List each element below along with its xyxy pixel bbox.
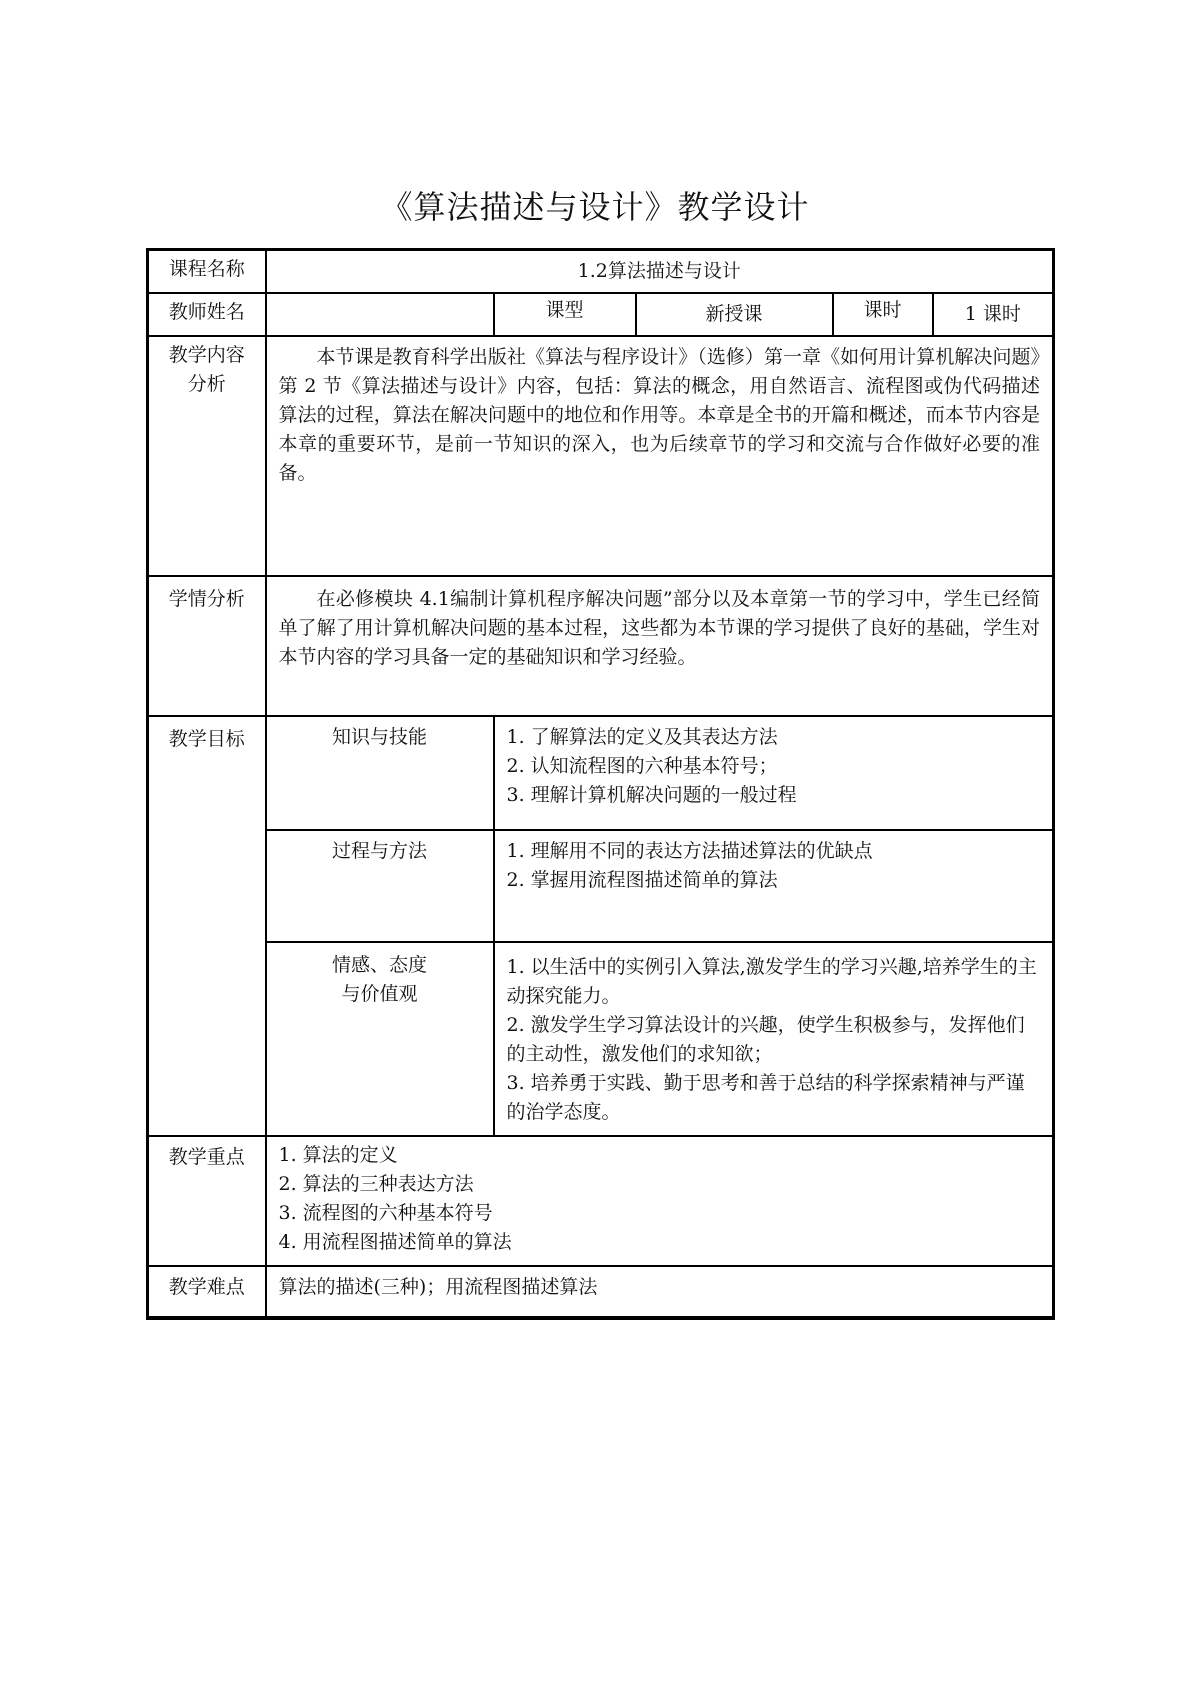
list-item: 1. 理解用不同的表达方法描述算法的优缺点 (506, 840, 873, 862)
list-item: 2. 激发学生学习算法设计的兴趣，使学生积极参与，发挥他们的主动性，激发他们的求知欲； (506, 1014, 1025, 1065)
row-key-points (148, 1136, 1054, 1266)
teacher-value (266, 293, 494, 336)
content-analysis-label (148, 336, 266, 576)
row-objective-process (148, 830, 1054, 942)
list-item: 3. 流程图的六种基本符号 (278, 1202, 493, 1224)
objective-attitude-label (266, 942, 494, 1136)
objective-knowledge-points (494, 716, 1054, 830)
key-points-list (266, 1136, 1054, 1266)
objectives-label: 教学目标 (148, 716, 266, 1136)
row-teacher (148, 293, 1054, 336)
course-name-value: 1.2算法描述与设计 (266, 250, 1054, 294)
objective-attitude-points (494, 942, 1054, 1136)
row-content-analysis (148, 336, 1054, 576)
objective-knowledge-label: 知识与技能 (266, 716, 494, 830)
lesson-type-label: 课型 (494, 293, 636, 336)
list-item: 3. 理解计算机解决问题的一般过程 (506, 784, 797, 806)
key-points-label: 教学重点 (148, 1136, 266, 1266)
content-analysis-label-text: 教学内容分析 (168, 344, 245, 395)
student-analysis-text: 在必修模块 4.1编制计算机程序解决问题”部分以及本章第一节的学习中，学生已经简单了解了用计算机解决问题的基本过程，这些都为本节课的学习提供了良好的基础，学生对本节内容的学习具备一定的基础知识和学习经验。 (266, 576, 1054, 716)
row-difficulties (148, 1266, 1054, 1318)
list-item: 1. 了解算法的定义及其表达方法 (506, 726, 778, 748)
content-analysis-text: 本节课是教育科学出版社《算法与程序设计》（选修）第一章《如何用计算机解决问题》第 2 节《算法描述与设计》内容，包括：算法的概念，用自然语言、流程图或伪代码描述算法的过程，算法在解决问题中的地位和作用等。本章是全书的开篇和概述，而本节内容是本章的重要环节，是前一节知识的深入，也为后续章节的学习和交流与合作做好必要的准备。 (266, 336, 1054, 576)
list-item: 2. 算法的三种表达方法 (278, 1173, 474, 1195)
lesson-hours-value: 1 课时 (933, 293, 1054, 336)
course-name-label: 课程名称 (148, 250, 266, 294)
row-student-analysis (148, 576, 1054, 716)
list-item: 2. 认知流程图的六种基本符号； (506, 755, 778, 777)
teacher-label: 教师姓名 (148, 293, 266, 336)
lesson-plan-table (146, 248, 1055, 1320)
difficulties-label: 教学难点 (148, 1266, 266, 1318)
list-item: 1. 算法的定义 (278, 1144, 398, 1166)
objective-attitude-label-line1: 情感、态度 (331, 954, 427, 976)
lesson-type-value: 新授课 (636, 293, 833, 336)
row-course-name (148, 250, 1054, 294)
document-title: 《算法描述与设计》教学设计 (380, 188, 810, 226)
objective-attitude-label-line2: 与价值观 (341, 983, 418, 1005)
list-item: 2. 掌握用流程图描述简单的算法 (506, 869, 778, 891)
row-objective-attitude (148, 942, 1054, 1136)
row-objective-knowledge (148, 716, 1054, 830)
lesson-hours-label: 课时 (833, 293, 933, 336)
objective-process-points (494, 830, 1054, 942)
objective-process-label: 过程与方法 (266, 830, 494, 942)
student-analysis-label: 学情分析 (148, 576, 266, 716)
list-item: 4. 用流程图描述简单的算法 (278, 1231, 512, 1253)
difficulties-text: 算法的描述(三种)；用流程图描述算法 (266, 1266, 1054, 1318)
list-item: 1. 以生活中的实例引入算法,激发学生的学习兴趣,培养学生的主动探究能力。 (506, 956, 1037, 1007)
list-item: 3. 培养勇于实践、勤于思考和善于总结的科学探索精神与严谨的治学态度。 (506, 1072, 1025, 1123)
